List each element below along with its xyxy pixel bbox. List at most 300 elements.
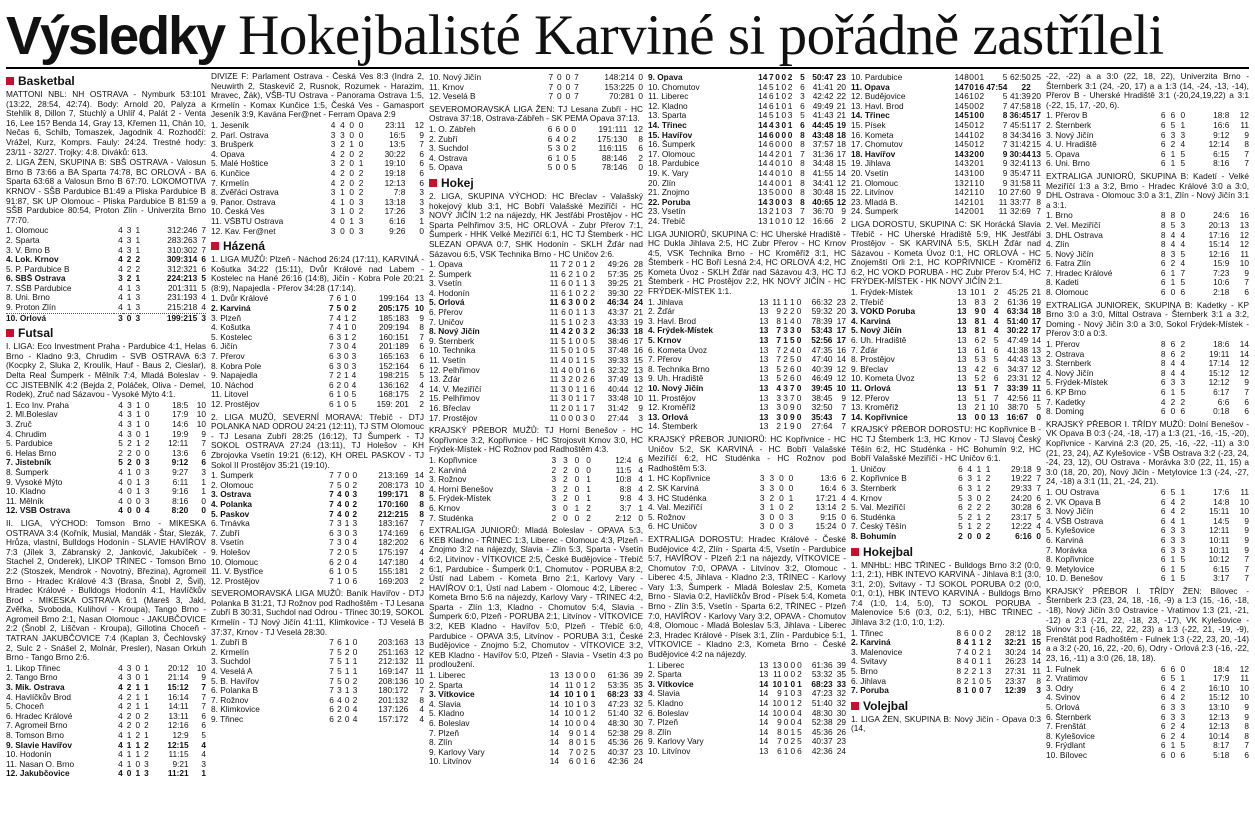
stat-cell: 13 bbox=[759, 669, 769, 680]
team-name-cell: 7. Plzeň bbox=[648, 718, 678, 728]
stat-cell: 11 bbox=[549, 316, 559, 327]
table-row bbox=[429, 514, 643, 524]
stat-cell: 5 bbox=[590, 335, 595, 346]
stat-cell: 12:15 bbox=[167, 739, 189, 750]
stat-cell: 5 bbox=[1170, 673, 1176, 684]
team-name-cell: 8. Olomouc bbox=[1046, 288, 1089, 298]
team-name-cell: 1. Fulnek bbox=[1046, 664, 1081, 674]
stat-cell: 4 bbox=[118, 505, 123, 516]
stat-cell: 0 bbox=[583, 698, 588, 709]
stat-cell: 0 bbox=[971, 646, 977, 657]
stat-cell: 3 bbox=[1180, 129, 1186, 140]
stat-cell: 4 bbox=[330, 215, 336, 226]
stat-cell: 201:132 bbox=[378, 694, 409, 705]
stat-cell: 13 bbox=[772, 659, 782, 670]
stat-cell: 168:175 bbox=[378, 389, 409, 400]
stat-cell: 0 bbox=[358, 129, 364, 140]
table-row bbox=[851, 522, 1041, 532]
team-name-cell: 2. Třebíč bbox=[851, 297, 884, 307]
stat-cell: 9:16 bbox=[172, 486, 189, 497]
stat-cell: 51:40 bbox=[1006, 315, 1029, 326]
stat-cell: 1 bbox=[582, 355, 588, 366]
team-name-cell: 1. Liberec bbox=[648, 660, 685, 670]
stat-cell: 44:45 bbox=[812, 119, 834, 130]
team-name-cell: 1. Dvůr Králové bbox=[211, 294, 269, 304]
stat-cell: 6 bbox=[419, 341, 424, 352]
stat-cell: 10 bbox=[1239, 506, 1249, 517]
stat-cell: 8 bbox=[800, 187, 805, 198]
stat-cell: 1 bbox=[638, 502, 643, 513]
stat-cell: 2 bbox=[979, 139, 985, 150]
stat-cell: 2 bbox=[568, 326, 573, 337]
stat-cell: 5 bbox=[958, 521, 963, 532]
stat-cell: 0 bbox=[969, 72, 974, 82]
stat-cell: 8 bbox=[800, 139, 805, 150]
stat-cell: 0 bbox=[126, 768, 132, 779]
stat-cell: 0 bbox=[638, 512, 643, 523]
stat-cell: 3 bbox=[127, 409, 132, 420]
table-row bbox=[429, 504, 643, 514]
stat-cell: 7 bbox=[993, 383, 999, 393]
stat-cell: 14:5 bbox=[1213, 515, 1230, 526]
stat-cell: 9:21 bbox=[172, 758, 189, 769]
stat-cell: 14 bbox=[549, 727, 560, 738]
stat-cell: 7 bbox=[841, 402, 846, 413]
stat-cell: 6:16 bbox=[389, 215, 406, 226]
team-name-cell: 5. Opava bbox=[429, 163, 463, 173]
team-name-cell: 12. Prostějov bbox=[211, 576, 260, 586]
stat-cell: 4 bbox=[638, 474, 643, 485]
stat-cell: 6 bbox=[1160, 139, 1166, 150]
stat-cell: 6 bbox=[419, 351, 424, 362]
stat-cell: 1 bbox=[981, 344, 986, 355]
stat-cell: 2 bbox=[144, 749, 149, 760]
section-heading-text: Házená bbox=[223, 239, 266, 254]
team-name-cell: 11. Prostějov bbox=[648, 393, 696, 403]
stat-cell: 4 bbox=[1170, 229, 1176, 240]
team-name-cell: 11. Krnov bbox=[429, 82, 464, 92]
stat-cell: 39:30 bbox=[607, 287, 629, 298]
stat-cell: 30:28 bbox=[1010, 502, 1032, 513]
stat-cell: 6 bbox=[337, 637, 342, 648]
stat-cell: 14:6 bbox=[172, 419, 189, 429]
team-name-cell: 21. Olomouc bbox=[851, 178, 899, 188]
stat-cell: 2 bbox=[126, 701, 132, 712]
team-name-cell: 1. Likop Třinec bbox=[6, 663, 61, 673]
stat-cell: 2 bbox=[358, 167, 364, 178]
stat-cell: 1 bbox=[775, 81, 780, 92]
stat-cell: 3 bbox=[144, 466, 150, 477]
standings-table bbox=[211, 121, 424, 236]
stat-cell: 0 bbox=[351, 322, 357, 333]
team-name-cell: 17. Prostějov bbox=[429, 413, 478, 423]
stat-cell: 7 bbox=[328, 303, 334, 314]
team-name-cell: 17. Olomouc bbox=[648, 149, 696, 159]
stat-cell: 3 bbox=[1180, 544, 1186, 555]
stat-cell: 6 bbox=[1160, 506, 1166, 517]
stat-cell: 0 bbox=[574, 474, 580, 485]
stat-cell: 8 bbox=[419, 322, 424, 333]
team-name-cell: 11. Mělník bbox=[6, 496, 44, 506]
stat-cell: 10:11 bbox=[1209, 544, 1230, 555]
standings-table bbox=[1046, 211, 1249, 297]
team-name-cell: 7. Plzeň bbox=[429, 728, 459, 738]
stat-cell: 170:160 bbox=[377, 498, 409, 509]
team-name-cell: 2. Zubří bbox=[429, 134, 458, 144]
team-name-cell: 1. Zubří B bbox=[211, 638, 248, 648]
stat-cell: 1 bbox=[126, 282, 132, 293]
stat-cell: 6 bbox=[1160, 573, 1166, 584]
stat-cell: 3 bbox=[126, 244, 132, 255]
stat-cell: 2 bbox=[582, 316, 588, 327]
stat-cell: 59:32 bbox=[811, 306, 833, 317]
stat-cell: 5 bbox=[352, 566, 358, 577]
team-name-cell: 10. Litvínov bbox=[429, 757, 472, 767]
stat-cell: 4 bbox=[118, 476, 123, 487]
stat-cell: 9:12 bbox=[171, 457, 189, 468]
stat-cell: 5 bbox=[1002, 91, 1008, 102]
section-heading-text: Hokej bbox=[441, 175, 474, 190]
stat-cell: 1 bbox=[349, 139, 355, 150]
stat-cell: 20 bbox=[836, 81, 846, 92]
stat-cell: 1 bbox=[568, 287, 573, 298]
stat-cell: 39:45 bbox=[811, 383, 833, 393]
stat-cell: 10 bbox=[564, 689, 574, 700]
stat-cell: 3 bbox=[800, 91, 805, 102]
stat-cell: 10 bbox=[1239, 496, 1249, 507]
stat-cell: 2 bbox=[787, 72, 793, 82]
stat-cell: 0 bbox=[344, 704, 350, 715]
stat-cell: 17:14 bbox=[1208, 358, 1230, 369]
stat-cell: 3 bbox=[568, 297, 573, 308]
stat-cell: 14 bbox=[758, 110, 768, 121]
stat-cell: 4 bbox=[1170, 682, 1176, 693]
stat-cell: 0 bbox=[974, 100, 979, 111]
stat-cell: 7 bbox=[1244, 158, 1249, 169]
stat-cell: 10 bbox=[998, 187, 1008, 198]
stat-cell: 3 bbox=[981, 296, 986, 307]
stat-cell: 12:11 bbox=[1209, 525, 1230, 536]
stat-cell: 13 bbox=[549, 670, 560, 681]
stat-cell: 16:4 bbox=[820, 482, 837, 493]
stat-cell: 1 bbox=[574, 502, 580, 513]
stat-cell: 2 bbox=[993, 296, 999, 307]
stat-cell: 13 bbox=[1031, 344, 1041, 355]
stat-cell: 3 bbox=[582, 412, 588, 423]
stat-cell: 2 bbox=[336, 556, 342, 567]
stat-cell: 30:44 bbox=[1009, 148, 1031, 159]
stat-cell: 0 bbox=[568, 383, 573, 394]
team-name-cell: 9. Holešov bbox=[211, 547, 251, 557]
stat-cell: 8 bbox=[1036, 196, 1041, 207]
stat-cell: 14 bbox=[954, 129, 964, 140]
stat-cell: 3 bbox=[759, 502, 765, 513]
stat-cell: 0 bbox=[974, 110, 979, 121]
stat-cell: 14 bbox=[759, 698, 769, 708]
stat-cell: 2 bbox=[568, 374, 573, 385]
stat-cell: 35 bbox=[836, 669, 846, 680]
stat-cell: 12 bbox=[836, 363, 846, 374]
standings-table bbox=[851, 629, 1041, 696]
stat-cell: 14 bbox=[549, 689, 560, 700]
stat-cell: 9 bbox=[1002, 167, 1008, 178]
stat-cell: 11 bbox=[549, 364, 559, 375]
stat-cell: 0 bbox=[557, 72, 562, 82]
team-name-cell: 13. Kroměříž bbox=[851, 403, 899, 413]
stat-cell: 2 bbox=[590, 297, 595, 308]
team-name-cell: 11. Liberec bbox=[648, 92, 689, 102]
stat-cell: 7 bbox=[993, 392, 999, 403]
stat-cell: 7 bbox=[548, 91, 554, 102]
stat-cell: 24:20 bbox=[1010, 492, 1032, 503]
stat-cell: 1 bbox=[201, 768, 206, 779]
stat-cell: 14 bbox=[954, 187, 964, 198]
stat-cell: 14 bbox=[549, 718, 560, 728]
stat-cell: 2 bbox=[419, 399, 424, 409]
stat-cell: 17 bbox=[836, 148, 846, 159]
stat-cell: 0 bbox=[344, 675, 350, 686]
stat-cell: 0 bbox=[144, 419, 150, 429]
team-name-cell: 22. Poruba bbox=[648, 197, 691, 207]
stat-cell: 7 bbox=[329, 498, 334, 509]
stat-cell: 6 bbox=[1180, 287, 1186, 298]
team-name-cell: 23. Mladá B. bbox=[851, 197, 898, 207]
stat-cell: 4 bbox=[419, 556, 424, 567]
team-name-cell: 7. Studénka bbox=[429, 513, 474, 523]
stat-cell: 1 bbox=[590, 689, 596, 700]
table-row bbox=[429, 466, 643, 476]
stat-cell: 0 bbox=[796, 411, 802, 422]
stat-cell: 13 bbox=[759, 296, 769, 307]
team-name-cell: 5. Brno bbox=[851, 667, 878, 677]
stat-cell: 7 bbox=[574, 81, 579, 92]
stat-cell: 0 bbox=[565, 81, 571, 92]
stat-cell: 4 bbox=[590, 718, 596, 728]
stat-cell: 14 bbox=[954, 158, 964, 169]
stat-cell: 5 bbox=[958, 492, 963, 503]
team-name-cell: 6. HC Uničov bbox=[648, 522, 697, 532]
stat-cell: 0 bbox=[974, 72, 979, 82]
stat-cell: 11 bbox=[549, 412, 559, 423]
stat-cell: 43:48 bbox=[812, 129, 834, 140]
stat-cell: 1 bbox=[976, 463, 982, 474]
stat-cell: 1 bbox=[981, 392, 986, 403]
stat-cell: 2 bbox=[985, 473, 991, 484]
stat-cell: 5 bbox=[561, 316, 566, 327]
team-name-cell: 11. V. Bystřice bbox=[211, 567, 264, 577]
stat-cell: 0 bbox=[971, 656, 977, 667]
stat-cell: 201:189 bbox=[378, 341, 409, 352]
team-name-cell: 5. Frýdek-Místek bbox=[1046, 378, 1108, 388]
stat-cell: 3 bbox=[788, 521, 794, 532]
table-row bbox=[6, 303, 206, 313]
stat-cell: 8:16 bbox=[1213, 158, 1230, 169]
team-name-cell: 4. Hodonín bbox=[429, 288, 470, 298]
standings-table bbox=[1046, 665, 1249, 761]
stat-cell: 1 bbox=[352, 656, 358, 667]
stat-cell: 1 bbox=[1170, 740, 1176, 751]
stat-cell: 38:70 bbox=[1007, 402, 1029, 413]
stat-cell: 9 bbox=[1244, 515, 1249, 526]
stat-cell: 6 bbox=[1036, 492, 1041, 503]
stat-cell: 155:181 bbox=[378, 566, 409, 577]
stat-cell: 13 bbox=[954, 177, 964, 188]
stat-cell: 8 bbox=[1002, 129, 1008, 140]
stat-cell: 157:172 bbox=[378, 714, 409, 724]
stat-cell: 5 bbox=[1002, 72, 1008, 82]
stat-cell: 0 bbox=[781, 110, 787, 121]
stat-cell: 15:24 bbox=[815, 521, 837, 532]
stat-cell: 7 bbox=[1036, 473, 1041, 484]
stat-cell: 5 bbox=[547, 162, 553, 173]
stat-cell: 8 bbox=[1160, 367, 1166, 378]
stat-cell: 203:163 bbox=[378, 637, 409, 648]
stat-cell: 1 bbox=[575, 278, 581, 289]
stat-cell: 0 bbox=[1036, 411, 1041, 422]
stat-cell: 14 bbox=[954, 91, 964, 102]
stat-cell: 18:5 bbox=[172, 399, 189, 410]
stat-cell: 5 bbox=[336, 303, 342, 314]
team-name-cell: 6. Fatra Zlín bbox=[1046, 259, 1091, 269]
stat-cell: 0 bbox=[971, 627, 977, 638]
stat-cell: 23:17 bbox=[1010, 511, 1032, 522]
column-6 bbox=[1046, 72, 1249, 836]
stat-cell: 6 bbox=[1160, 525, 1166, 536]
stat-cell: 12 bbox=[1031, 363, 1041, 374]
stat-cell: 32 bbox=[633, 698, 643, 709]
stat-cell: 2 bbox=[979, 119, 985, 130]
stat-cell: 13 bbox=[957, 402, 967, 413]
stat-cell: 3 bbox=[127, 428, 132, 439]
stat-cell: 3 bbox=[783, 392, 788, 403]
stat-cell: 0 bbox=[788, 473, 794, 484]
stat-cell: 20:13 bbox=[1208, 219, 1230, 230]
team-name-cell: 1. Přerov B bbox=[1046, 111, 1088, 121]
standings-table bbox=[211, 471, 424, 586]
stat-cell: 7 bbox=[1244, 148, 1249, 159]
stat-cell: 12 bbox=[1239, 229, 1249, 240]
stat-cell: 0 bbox=[563, 133, 569, 144]
stat-cell: 20 bbox=[836, 306, 846, 317]
team-name-cell: 10. Nový Jičín bbox=[648, 384, 704, 393]
stat-cell: 3 bbox=[783, 383, 788, 393]
stat-cell: 3 bbox=[551, 483, 557, 494]
stat-cell: 2:12 bbox=[615, 512, 632, 523]
stat-cell: 40:39 bbox=[811, 363, 833, 374]
stat-cell: 0 bbox=[790, 669, 796, 680]
stat-cell: 23 bbox=[836, 72, 846, 82]
team-name-cell: 12. Kroměříž bbox=[648, 403, 696, 413]
stat-cell: 15 bbox=[836, 187, 846, 198]
stat-cell: 3 bbox=[336, 527, 342, 538]
stat-cell: 0 bbox=[781, 129, 787, 140]
team-name-cell: 7. Agromeil Brno bbox=[6, 721, 68, 731]
stat-cell: 183:167 bbox=[378, 518, 409, 529]
stat-cell: 4 bbox=[352, 714, 358, 724]
stat-cell: 6 bbox=[1170, 348, 1176, 359]
team-name-cell: 8. Doming bbox=[1046, 407, 1084, 417]
stat-cell: 4 bbox=[1036, 521, 1041, 532]
stat-cell: 5 bbox=[1180, 158, 1186, 169]
section-heading-text: Basketbal bbox=[18, 74, 75, 88]
table-row bbox=[211, 227, 424, 237]
stat-cell: 0 bbox=[349, 158, 355, 169]
stat-cell: 4 bbox=[118, 292, 123, 303]
stat-cell: 0 bbox=[783, 736, 789, 747]
stat-cell: 0 bbox=[568, 345, 573, 356]
stat-cell: 7 bbox=[419, 518, 424, 529]
stat-cell: 14 bbox=[759, 717, 769, 728]
stat-cell: 4 bbox=[337, 694, 342, 705]
stat-cell: 6 bbox=[590, 383, 595, 394]
stat-cell: 6 bbox=[561, 268, 566, 279]
team-name-cell: 1. OU Ostrava bbox=[1046, 487, 1100, 497]
section-heading bbox=[6, 74, 206, 88]
stat-cell: 11:15 bbox=[168, 749, 189, 760]
stat-cell: 6 bbox=[547, 123, 553, 134]
stat-cell: 3 bbox=[419, 196, 424, 207]
results-paragraph: KRAJSKÝ PŘEBOR I. TŘÍDY ŽEN: Bílovec - Šternberk 2:3 (23, 24, 18, -16, -9) a 1:3 (15, -16, -18, -18), Nový Jičín 3:0 Ostravice - Vratimov 1:3 (21, -21, -12) a 2:3 (-21, 22, -18, 23, -17), VK Kylešovice - Svinov 3:1 (-16, 22, 22, 23) a 1:3 (-22, 21, -19, -9), Frenštát pod Radhoštěm - Fulnek 1:3 (-22, 23, 20, -14) a a 3:2 (-20, 16, 22, -20, 6), Odry - Orlová 2:3 (-16, -22, 23, 16, -11) a 3:0 (26, 18, 18). bbox=[1046, 585, 1249, 664]
stat-cell: 52:56 bbox=[811, 335, 833, 346]
standings-table bbox=[211, 294, 424, 409]
stat-cell: 4 bbox=[118, 466, 123, 477]
stat-cell: 11 bbox=[1032, 392, 1041, 403]
stat-cell: 7 bbox=[1002, 139, 1008, 150]
stat-cell: 30:48 bbox=[812, 187, 834, 198]
stat-cell: 52:38 bbox=[607, 727, 629, 738]
stat-cell: 1 bbox=[979, 206, 985, 217]
stat-cell: 30:24 bbox=[1005, 646, 1026, 657]
stat-cell: 4 bbox=[1170, 515, 1176, 526]
stat-cell: 199:171 bbox=[377, 489, 409, 500]
team-name-cell: 4. Horní Benešov bbox=[429, 484, 494, 494]
stat-cell: 5 bbox=[351, 389, 357, 400]
stat-cell: 6 bbox=[974, 344, 980, 355]
stat-cell: 53:43 bbox=[811, 325, 833, 336]
standings-table bbox=[648, 474, 846, 532]
stat-cell: 78:146 bbox=[601, 162, 628, 173]
stat-cell: 7 bbox=[328, 341, 334, 352]
stat-cell: 3 bbox=[330, 187, 336, 198]
team-name-cell: 8. Kopřivnice bbox=[1046, 555, 1094, 565]
stat-cell: 2 bbox=[841, 502, 846, 513]
table-row bbox=[211, 577, 424, 587]
stat-cell: 6 bbox=[328, 389, 334, 400]
stat-cell: 31:58 bbox=[1010, 177, 1031, 188]
stat-cell: 14 bbox=[549, 737, 560, 748]
stat-cell: 6 bbox=[993, 344, 999, 355]
stat-cell: 4 bbox=[1170, 367, 1176, 378]
stat-cell: 0 bbox=[127, 495, 132, 506]
stat-cell: 0 bbox=[775, 72, 780, 82]
stat-cell: 11 bbox=[1240, 673, 1249, 684]
stat-cell: 3 bbox=[776, 392, 782, 403]
stat-cell: 21 bbox=[633, 307, 643, 318]
stat-cell: 21 bbox=[1031, 287, 1041, 298]
team-name-cell: 1. Liberec bbox=[429, 671, 466, 681]
stat-cell: 42:56 bbox=[1007, 392, 1029, 403]
stat-cell: 9:8 bbox=[619, 493, 632, 504]
stat-cell: 2 bbox=[340, 158, 345, 169]
standings-table bbox=[429, 671, 643, 767]
stat-cell: 8 bbox=[1160, 219, 1166, 230]
stat-cell: 2 bbox=[571, 143, 577, 154]
stat-cell: 46:34 bbox=[607, 297, 629, 308]
stat-cell: 212:215 bbox=[377, 508, 409, 519]
stat-cell: 3 bbox=[144, 476, 150, 487]
stat-cell: 13 bbox=[758, 215, 768, 226]
stat-cell: 7 bbox=[777, 736, 782, 747]
